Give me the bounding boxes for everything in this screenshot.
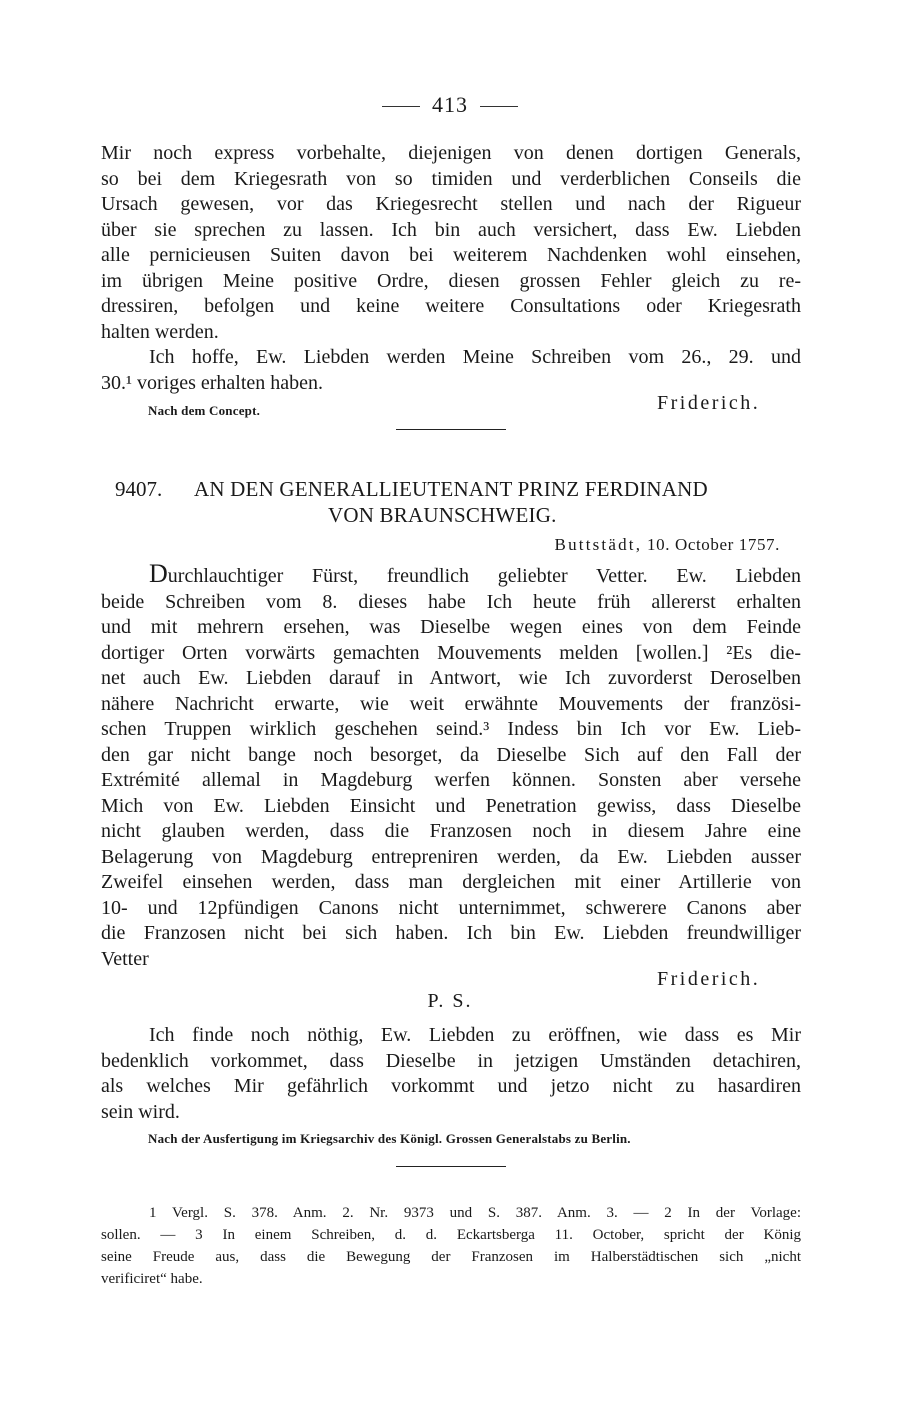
- date: 10. October 1757.: [647, 535, 780, 554]
- text-line: Mir noch express vorbehalte, diejenigen von denen dortigen Generals,: [101, 142, 801, 164]
- postscript-label: P. S.: [427, 990, 473, 1012]
- text-line: so bei dem Kriegesrath von so timiden und verderblichen Conseils die: [101, 167, 801, 190]
- text-line: beide Schreiben vom 8. dieses habe Ich heute früh allererst erhalten: [101, 590, 801, 613]
- letter-number: 9407.: [115, 477, 163, 501]
- text-line: im übrigen Meine positive Ordre, diesen grossen Fehler gleich zu re-: [101, 269, 801, 292]
- text-line: Ich finde noch nöthig, Ew. Liebden zu eröffnen, wie dass es Mir: [149, 1024, 801, 1046]
- text-line: Belagerung von Magdeburg entrepreniren werden, da Ew. Liebden ausser: [101, 845, 801, 868]
- footnote-line: 1 Vergl. S. 378. Anm. 2. Nr. 9373 und S. 387. Anm. 3. — 2 In der Vorlage:: [149, 1205, 801, 1221]
- text-line: Ursach gewesen, vor das Kriegesrecht stellen und nach der Rigueur: [101, 193, 801, 215]
- section-divider: [396, 1166, 506, 1167]
- text-line: alle pernicieusen Suiten davon bei weiterem Nachdenken wohl einsehen,: [101, 244, 801, 266]
- dateline: [555, 535, 780, 555]
- footnotes: [101, 1202, 801, 1290]
- text-line: und mit mehrern ersehen, was Dieselbe wegen eines von dem Feinde: [101, 616, 801, 638]
- text-line: nicht glauben werden, dass die Franzosen noch in diesem Jahre eine: [101, 820, 801, 842]
- footnote-line: sollen. — 3 In einem Schreiben, d. d. Eckartsberga 11. October, spricht der König: [101, 1227, 801, 1243]
- text-line: den gar nicht bange noch besorget, da Dieselbe Sich auf den Fall der: [101, 743, 801, 766]
- source-note: Nach der Ausfertigung im Kriegsarchiv des Königl. Grossen Generalstabs zu Berlin.: [148, 1131, 631, 1146]
- signature: Friderich.: [657, 392, 761, 414]
- text-line: dressiren, befolgen und keine weitere Consultations oder Kriegesrath: [101, 295, 801, 317]
- text-line: nähere Nachricht erwarte, wie weit erwähnte Mouvements der französi-: [101, 692, 801, 715]
- previous-letter-continuation: [101, 141, 801, 396]
- text-line: 10- und 12pfündigen Canons nicht unternimmet, schwerere Canons aber: [101, 896, 801, 919]
- page-number: 413: [432, 92, 468, 117]
- signature: Friderich.: [657, 968, 761, 990]
- text-line: bedenklich vorkommet, dass Dieselbe in jetzigen Umständen detachiren,: [101, 1049, 801, 1072]
- text-line: Vetter: [101, 947, 149, 970]
- letter-body: [101, 561, 801, 972]
- text-line: über sie sprechen zu lassen. Ich bin auch versichert, dass Ew. Liebden: [101, 218, 801, 241]
- heading-line-2: VON BRAUNSCHWEIG.: [328, 503, 557, 527]
- text-line: 30.¹ voriges erhalten haben.: [101, 371, 324, 394]
- page-number-dash-right: [480, 106, 518, 107]
- text-line: Mich von Ew. Liebden Einsicht und Penetration gewiss, dass Dieselbe: [101, 794, 801, 817]
- text-line: Extrémité allemal in Magdeburg werfen können. Sonsten aber versehe: [101, 769, 801, 791]
- text-line: net auch Ew. Liebden darauf in Antwort, wie Ich zuvorderst Deroselben: [101, 667, 801, 689]
- source-note: Nach dem Concept.: [148, 403, 261, 418]
- footnote-line: seine Freude aus, dass die Bewegung der Franzosen im Halberstädtischen sich „nicht: [101, 1249, 801, 1265]
- page-number-dash-left: [382, 106, 420, 107]
- text-line: Ich hoffe, Ew. Liebden werden Meine Schreiben vom 26., 29. und: [149, 346, 801, 368]
- text-line: Durchlauchtiger Fürst, freundlich geliebter Vetter. Ew. Liebden: [149, 559, 801, 588]
- letter-heading: [101, 476, 801, 528]
- text-line: halten werden.: [101, 320, 219, 343]
- section-divider: [396, 429, 506, 430]
- footnote-line: verificiret“ habe.: [101, 1271, 203, 1287]
- initial-letter: D: [149, 559, 168, 588]
- page-number-header: [0, 92, 900, 118]
- postscript-body: [101, 1023, 801, 1125]
- text-line: dortiger Orten vorwärts gemachten Mouvements melden [wollen.] ²Es die-: [101, 641, 801, 664]
- text-line: als welches Mir gefährlich vorkommt und jetzo nicht zu hasardiren: [101, 1075, 801, 1097]
- text-line: Zweifel einsehen werden, dass man dergleichen mit einer Artillerie von: [101, 871, 801, 893]
- text-line: schen Truppen wirklich geschehen seind.³ Indess bin Ich vor Ew. Lieb-: [101, 718, 801, 740]
- text-line: sein wird.: [101, 1100, 180, 1123]
- date-place: Buttstädt,: [554, 535, 643, 554]
- heading-line-1: AN DEN GENERALLIEUTENANT PRINZ FERDINAND: [194, 477, 708, 501]
- text-line: die Franzosen nicht bei sich haben. Ich bin Ew. Liebden freundwilliger: [101, 922, 801, 944]
